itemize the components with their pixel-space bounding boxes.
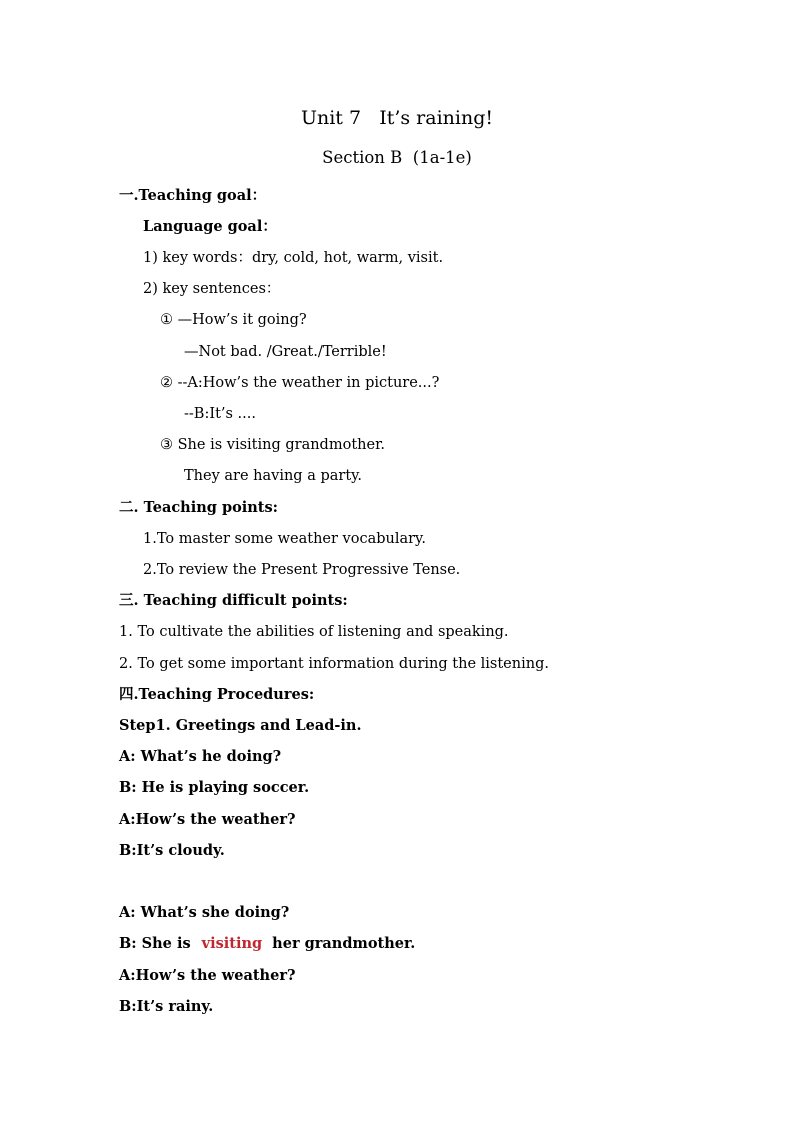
page-subtitle: Section B (1a-1e) [322, 148, 472, 167]
step1-heading: Step1. Greetings and Lead-in. [119, 717, 362, 734]
dialogue-line: B:It’s rainy. [119, 998, 214, 1015]
dialogue-line: A:How’s the weather? [119, 811, 296, 828]
sentence-2-question: ② --A:How’s the weather in picture...? [160, 375, 440, 391]
dialogue-line: A: What’s she doing? [119, 904, 290, 921]
teaching-point-2: 2.To review the Present Progressive Tense. [143, 562, 461, 578]
teaching-goal-heading: 一.Teaching goal： [119, 187, 267, 204]
page-title: Unit 7 It’s raining! [300, 107, 493, 129]
teaching-point-1: 1.To master some weather vocabulary. [143, 531, 426, 547]
sentence-1-question: ① —How’s it going? [160, 312, 307, 328]
dialogue-line: A:How’s the weather? [119, 967, 296, 984]
key-sentences-label: 2) key sentences： [143, 281, 281, 297]
difficult-point-1: 1. To cultivate the abilities of listening and speaking. [119, 624, 509, 640]
sentence-3-line-2: They are having a party. [184, 468, 363, 484]
dialogue-line-highlighted [119, 934, 415, 954]
dialogue-line: B:It’s cloudy. [119, 842, 225, 859]
highlighted-word: visiting [201, 935, 263, 952]
dialogue-text: her grandmother. [272, 935, 416, 952]
procedures-heading: 四.Teaching Procedures: [119, 686, 315, 703]
dialogue-line: A: What’s he doing? [119, 748, 282, 765]
sentence-2-answer: --B:It’s .... [184, 406, 256, 422]
language-goal-label: Language goal： [143, 218, 277, 235]
key-words-line: 1) key words：dry, cold, hot, warm, visit. [143, 250, 444, 266]
sentence-3-line-1: ③ She is visiting grandmother. [160, 437, 386, 453]
sentence-1-answer: —Not bad. /Great./Terrible! [184, 344, 387, 360]
dialogue-text: B: She is [119, 935, 196, 952]
difficult-point-2: 2. To get some important information during the listening. [119, 656, 549, 672]
difficult-points-heading: 三. Teaching difficult points: [119, 592, 348, 609]
teaching-points-heading: 二. Teaching points: [119, 499, 279, 516]
dialogue-line: B: He is playing soccer. [119, 779, 310, 796]
